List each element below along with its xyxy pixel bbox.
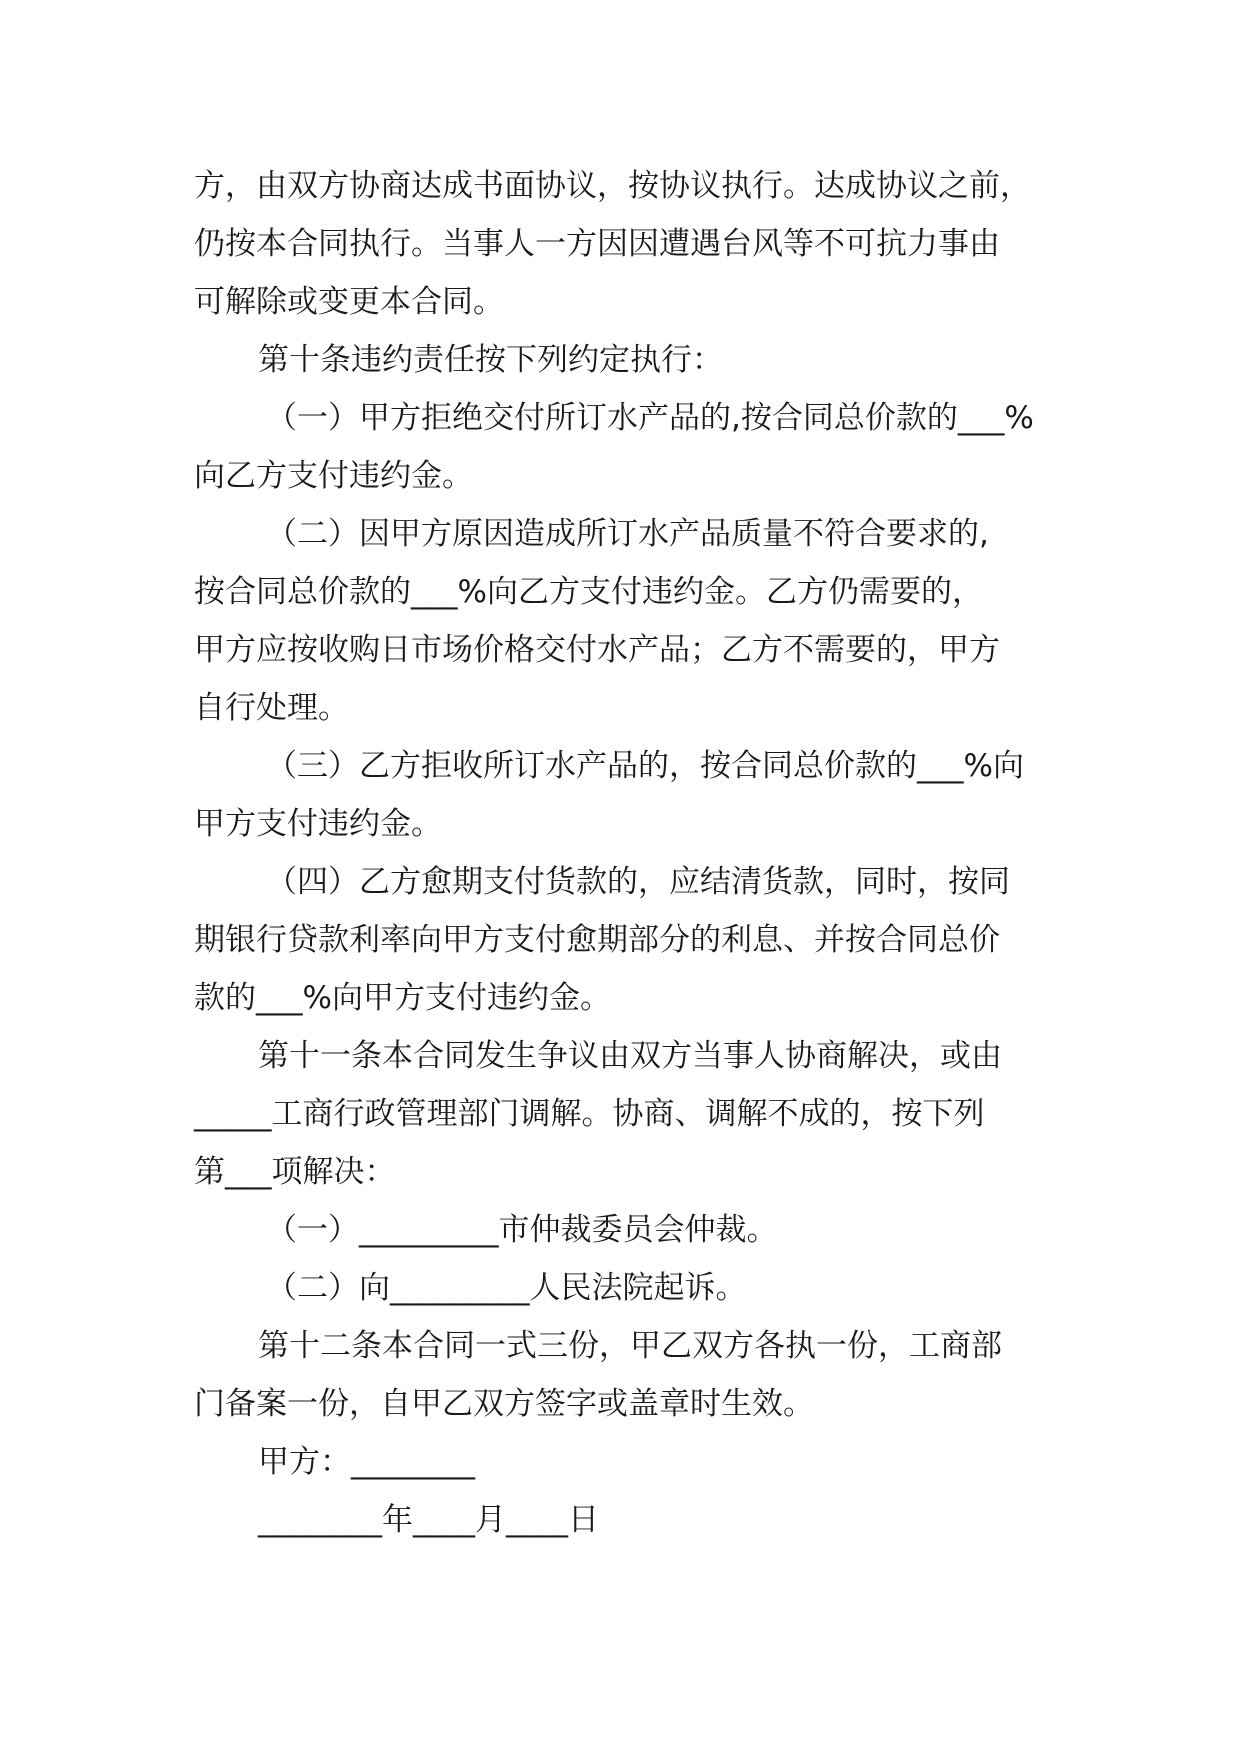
line-text: 按合同总价款的___%向乙方支付违约金。乙方仍需要的， <box>194 574 983 610</box>
article-11-heading <box>0 1028 1241 1084</box>
text-line <box>0 1202 1241 1258</box>
line-text: （一）甲方拒绝交付所订水产品的,按合同总价款的___% <box>266 400 1034 436</box>
line-text: 第___项解决： <box>194 1154 396 1190</box>
text-line <box>0 1260 1241 1316</box>
text-line <box>0 854 1241 910</box>
text-line <box>0 622 1241 678</box>
text-line <box>0 738 1241 794</box>
line-text: （三）乙方拒收所订水产品的，按合同总价款的___%向 <box>266 748 1024 784</box>
line-text: 第十条违约责任按下列约定执行： <box>258 342 723 378</box>
text-line <box>0 970 1241 1026</box>
date-line <box>0 1492 1241 1548</box>
text-line <box>0 1086 1241 1142</box>
line-text: 甲方支付违约金。 <box>194 806 442 842</box>
line-text: 甲方：________ <box>258 1444 475 1480</box>
text-line <box>0 680 1241 736</box>
text-line <box>0 216 1241 272</box>
text-line <box>0 796 1241 852</box>
line-text: ________年____月____日 <box>258 1502 599 1538</box>
line-text: 第十二条本合同一式三份，甲乙双方各执一份，工商部 <box>258 1328 1002 1364</box>
line-text: （一）_________市仲裁委员会仲裁。 <box>266 1212 778 1248</box>
text-line <box>0 274 1241 330</box>
text-line <box>0 448 1241 504</box>
line-text: _____工商行政管理部门调解。协商、调解不成的，按下列 <box>194 1096 985 1132</box>
text-line <box>0 506 1241 562</box>
article-10-heading <box>0 332 1241 388</box>
line-text: 门备案一份，自甲乙双方签字或盖章时生效。 <box>194 1386 814 1422</box>
line-text: 自行处理。 <box>194 690 349 726</box>
text-line <box>0 158 1241 214</box>
text-line <box>0 1144 1241 1200</box>
text-line <box>0 564 1241 620</box>
line-text: 甲方应按收购日市场价格交付水产品；乙方不需要的，甲方 <box>194 632 1000 668</box>
line-text: 第十一条本合同发生争议由双方当事人协商解决，或由 <box>258 1038 1002 1074</box>
line-text: 款的___%向甲方支付违约金。 <box>194 980 611 1016</box>
line-text: （四）乙方愈期支付货款的，应结清货款，同时，按同 <box>266 864 1010 900</box>
text-line <box>0 390 1241 446</box>
line-text: （二）因甲方原因造成所订水产品质量不符合要求的, <box>266 516 989 552</box>
line-text: （二）向_________人民法院起诉。 <box>266 1270 747 1306</box>
text-line <box>0 1376 1241 1432</box>
party-a-signature-line <box>0 1434 1241 1490</box>
line-text: 仍按本合同执行。当事人一方因因遭遇台风等不可抗力事由 <box>194 226 1000 262</box>
line-text: 期银行贷款利率向甲方支付愈期部分的利息、并按合同总价 <box>194 922 1000 958</box>
line-text: 方，由双方协商达成书面协议，按协议执行。达成协议之前， <box>194 168 1031 204</box>
text-line <box>0 912 1241 968</box>
line-text: 可解除或变更本合同。 <box>194 284 504 320</box>
line-text: 向乙方支付违约金。 <box>194 458 473 494</box>
article-12-heading <box>0 1318 1241 1374</box>
